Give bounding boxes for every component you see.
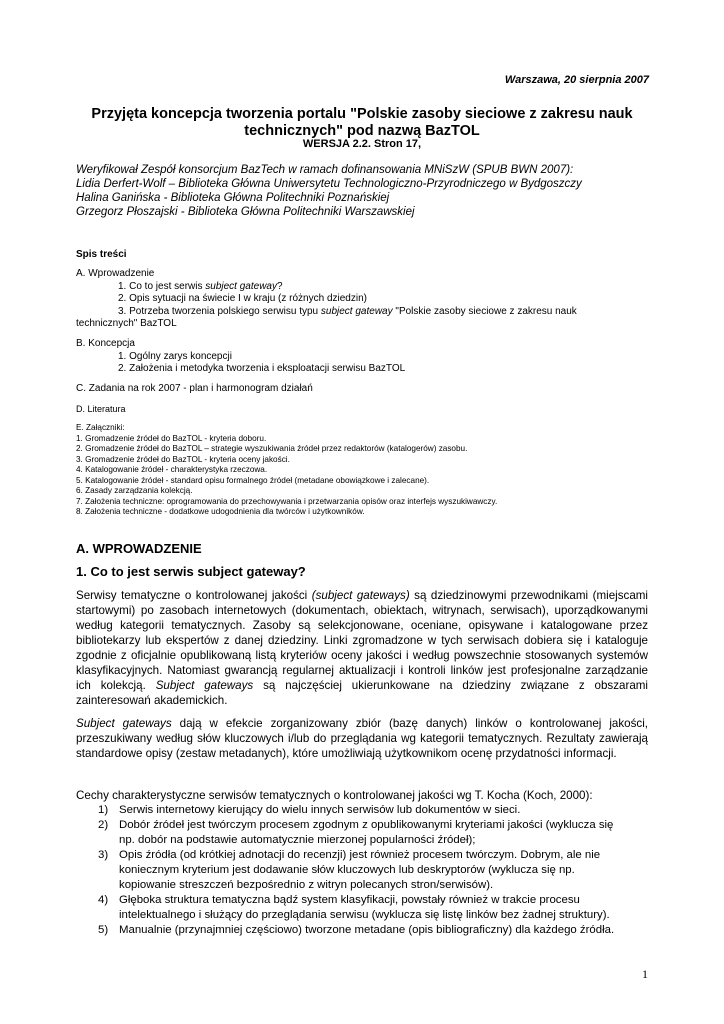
toc-attachment: 6. Zasady zarządzania kolekcją. [76, 486, 193, 495]
subsection-heading: 1. Co to jest serwis subject gateway? [76, 564, 306, 579]
toc-entry-continuation: technicznych" BazTOL [76, 318, 177, 329]
document-version: WERSJA 2.2. Stron 17, [302, 138, 422, 150]
toc-entry: A. Wprowadzenie [76, 268, 155, 279]
list-item: 3) Opis źródła (od krótkiej adnotacji do recenzji) jest również procesem twórczym. Dobrym, ale nie koniecznym kryterium jest dodawanie słów kluczowych lub deskryptorów (wyklucza się np. kopiowanie streszczeń bezpośrednio z witryn polecanych stron/serwisów). [98, 849, 601, 891]
toc-entry: 2. Opis sytuacji na świecie I w kraju (z różnych dziedzin) [118, 293, 367, 304]
toc-entry: B. Koncepcja [76, 338, 135, 349]
list-item: 2) Dobór źródeł jest twórczym procesem zgodnym z opublikowanymi kryteriami jakości (wyklucza się np. dobór na podstawie automatycznie mierzonej popularności źródeł); [98, 819, 614, 846]
toc-attachment: 3. Gromadzenie źródeł do BazTOL - kryteria oceny jakości. [76, 454, 290, 464]
author-line: Grzegorz Płoszajski - Biblioteka Główna Politechniki Warszawskiej [76, 206, 415, 218]
toc-entry: 1. Ogólny zarys koncepcji [118, 350, 232, 362]
title-line-1: Przyjęta koncepcja tworzenia portalu "Polskie zasoby sieciowe z zakresu nauk [91, 106, 633, 122]
toc-attachment: 7. Założenia techniczne: oprogramowania do przechowywania i przetwarzania opisów oraz interfejs wyszukiwawczy. [76, 496, 498, 506]
authors-block [76, 163, 582, 219]
features-list [76, 803, 614, 938]
toc-entry: 1. Co to jest serwis subject gateway? [118, 280, 283, 292]
toc-entry: 2. Założenia i metodyka tworzenia i eksploatacji serwisu BazTOL [118, 363, 406, 374]
toc-entry: E. Załączniki: [76, 423, 125, 432]
list-item: 1) Serwis internetowy kierujący do wielu innych serwisów lub dokumentów w sieci. [98, 804, 521, 816]
list-item: 4) Głęboka struktura tematyczna bądź system klasyfikacji, powstały również w trakcie procesu intelektualnego i służący do przeglądania serwisu (wyklucza się listę linków bez żadnej struktury). [98, 894, 610, 921]
toc-attachment: 4. Katalogowanie źródeł - charakterystyka rzeczowa. [76, 465, 268, 474]
list-item: 5) Manualnie (przynajmniej częściowo) tworzone metadane (opis bibliograficzny) dla każdego źródła. [98, 924, 615, 936]
authors-intro: Weryfikował Zespół konsorcjum BazTech w ramach dofinansowania MNiSzW (SPUB BWN 2007): [76, 164, 574, 176]
toc-section-e [76, 423, 497, 518]
document-date: Warszawa, 20 sierpnia 2007 [504, 74, 649, 86]
author-line: Halina Ganińska - Biblioteka Główna Politechniki Poznańskiej [76, 192, 390, 204]
toc-attachment: 2. Gromadzenie źródeł do BazTOL – strategie wyszukiwania źródeł przez redaktorów (katalogerów) zasobu. [76, 444, 468, 453]
toc-entry: 3. Potrzeba tworzenia polskiego serwisu typu subject gateway "Polskie zasoby sieciowe z zakresu nauk [118, 305, 577, 317]
toc-attachment: 5. Katalogowanie źródeł - standard opisu formalnego źródeł (metadane obowiązkowe i zalecane). [76, 475, 430, 485]
toc-heading: Spis treści [76, 249, 127, 260]
paragraph-2: Subject gateways dają w efekcie zorganizowany zbiór (bazę danych) linków o kontrolowanej jakości, przeszukiwany według słów kluczowych i/lub do przeglądania wg kategorii tematycznych. Rezultaty zawierają standardowe opisy (zestaw metadanych), które umożliwiają użytkownikom ocenę przydatności informacji. [76, 717, 648, 760]
toc-section-b [76, 338, 405, 376]
section-heading: A. WPROWADZENIE [76, 541, 202, 556]
paragraph-3: Cechy charakterystyczne serwisów tematycznych o kontrolowanej jakości wg T. Kocha (Koch, 2000): [76, 789, 593, 802]
author-line: Lidia Derfert-Wolf – Biblioteka Główna Uniwersytetu Technologiczno-Przyrodniczego w Bydgoszczy [76, 178, 582, 190]
toc-attachment: 1. Gromadzenie źródeł do BazTOL - kryteria doboru. [76, 433, 267, 443]
paragraph-1: Serwisy tematyczne o kontrolowanej jakości (subject gateways) są dziedzinowymi przewodnikami (miejscami startowymi) po zasobach internetowych (dokumentach, obiektach, witrynach, serwisach), uporządkowanymi według kategorii tematycznych. Zasoby są selekcjonowane, oceniane, opisywane i katalogowane przez bibliotekarzy lub ekspertów z danej dziedziny. Linki zgromadzone w tych serwisach dobiera się i kataloguje zgodnie z oficjalnie opublikowaną listą kryteriów oceny jakości i według powszechnie stosowanych systemów klasyfikacyjnych. Natomiast gwarancją regularnej aktualizacji i kontroli linków jest profesjonalne zarządzanie ich kolekcją. Subject gateways są najczęściej ukierunkowane na dziedziny związane z obszarami zainteresowań akademickich. [76, 589, 649, 707]
toc-attachment: 8. Założenia techniczne - dodatkowe udogodnienia dla twórców i użytkowników. [76, 507, 365, 516]
page-number: 1 [642, 967, 648, 981]
title-line-2: technicznych" pod nazwą BazTOL [244, 123, 480, 139]
document-title [60, 106, 664, 140]
toc-section-c: C. Zadania na rok 2007 - plan i harmonogram działań [76, 383, 313, 394]
toc-section-a [76, 268, 577, 331]
toc-section-d: D. Literatura [76, 404, 126, 414]
